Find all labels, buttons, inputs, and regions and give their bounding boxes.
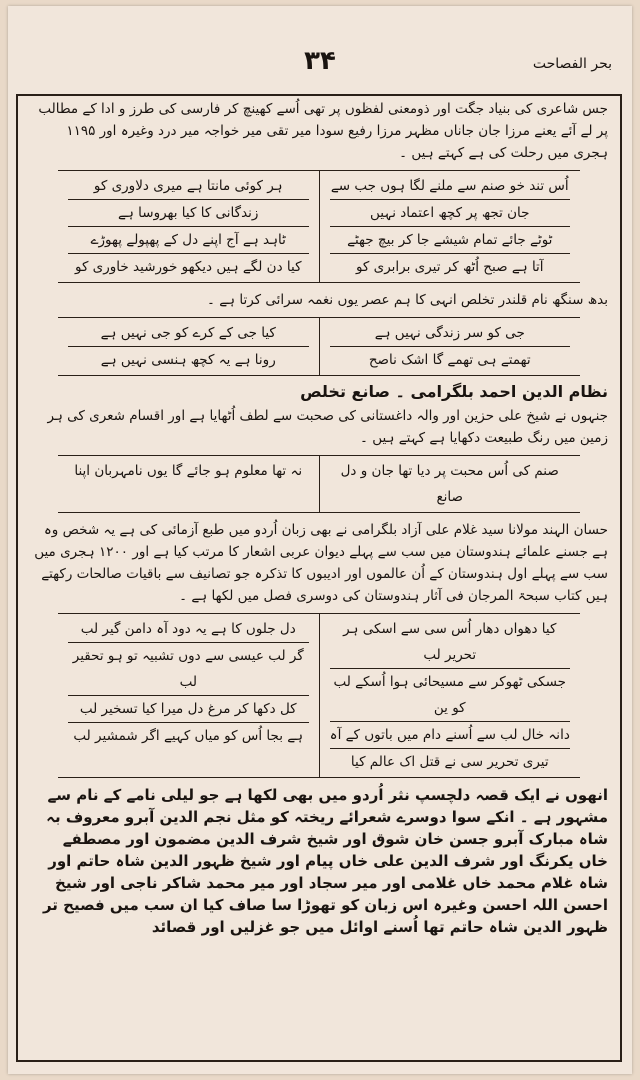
verse-line: جی کو سر زندگی نہیں ہے xyxy=(330,320,571,347)
verse-line: دانہ خال لب سے اُسنے دام میں باتوں کے آہ xyxy=(330,722,571,749)
verse-line: آتا ہے صبح اُٹھ کر تیری برابری کو xyxy=(355,259,544,275)
verse-line: تیری تحریر سی نے قتل اک عالم کیا xyxy=(350,754,549,770)
verse-line: کیا دھواں دھار اُس سی سے اسکی ہر تحریر لب xyxy=(330,616,571,669)
verse-column-left xyxy=(58,171,319,282)
paragraph: حسان الہند مولانا سید غلام علی آزاد بلگرامی نے بھی زبان اُردو میں طبع آزمائی کی ہے یہ شخص وہ ہے جسنے علمائے ہندوستان میں سب سے پہلے دیوان عربی اشعار کا مرتب کیا ہے اور ۱۲۰۰ ہجری میں سب سے پہلے اول ہندوستان کے اُن عالموں اور ادیبوں کا تذکرہ جو تصانیف سے باقیات صالحات رکھتے ہیں کتاب سبحۃ المرجان فی آثار ہندوستان کی دوسری فصل میں لکھا ہے ۔ xyxy=(34,522,608,604)
verse-line: کیا دن لگے ہیں دیکھو خورشید خاوری کو xyxy=(74,259,302,275)
verse-line: دل جلوں کا ہے یہ دود آہ دامن گیر لب xyxy=(68,616,309,643)
verse-table xyxy=(58,317,580,376)
page-header xyxy=(28,46,612,82)
verse-line: ٹوٹے جائے تمام شیشے جا کر بیچ جھٹے xyxy=(330,227,571,254)
verse-line: جان تجھ پر کچھ اعتماد نہیں xyxy=(330,200,571,227)
verse-line: کیا جی کے کرے کو جی نہیں ہے xyxy=(68,320,309,347)
verse-line: ہے بجا اُس کو میاں کہیے اگر شمشیر لب xyxy=(73,728,304,744)
verse-line: رونا ہے یہ کچھ ہنسی نہیں ہے xyxy=(100,352,276,368)
verse-line: کل دکھا کر مرغ دل میرا کیا تسخیر لب xyxy=(68,696,309,723)
verse-column-right xyxy=(319,614,581,777)
page-number: ۳۴ xyxy=(304,46,336,76)
paragraph: جنہوں نے شیخ علی حزین اور والہ داغستانی کی صحبت سے لطف اُٹھایا ہے اور اقسام شعری کی ہر زمین میں رنگ طبیعت دکھایا ہے کہتے ہیں ۔ xyxy=(47,408,608,446)
verse-table xyxy=(58,613,580,778)
verse-column-right xyxy=(319,171,581,282)
verse-line: ٹاہد ہے آج اپنے دل کے پھپولے پھوڑے xyxy=(68,227,309,254)
verse-table xyxy=(58,455,580,513)
verse-line: اُس تند خو صنم سے ملنے لگا ہوں جب سے xyxy=(330,173,571,200)
text-frame xyxy=(16,94,622,1062)
verse-table xyxy=(58,170,580,283)
paragraph: جس شاعری کی بنیاد جگت اور ذومعنی لفظوں پر تھی اُسے کھینچ کر فارسی کی طرز و ادا کے مطالب پر لے آئے یعنے مرزا جان جاناں مظہر مرزا رفیع سودا میر تقی میر خواجہ میر درد وغیرہ اور ۱۱۹۵ ہجری میں رحلت کی ہے کہتے ہیں ۔ xyxy=(38,101,608,161)
verse-column-left xyxy=(58,456,319,512)
book-page xyxy=(8,6,632,1074)
verse-line: تھمتے ہی تھمے گا اشک ناصح xyxy=(368,352,531,368)
poet-name: نظام الدین احمد بلگرامی ۔ صانع تخلص xyxy=(300,382,608,401)
verse-column-right xyxy=(319,456,581,512)
paragraph: انھوں نے ایک قصہ دلچسپ نثر اُردو میں بھی لکھا ہے جو لیلی نامے کے نام سے مشہور ہے ۔ انکے سوا دوسرے شعرائے ریختہ کو مثل نجم الدین آبرو معروف بہ شاہ مبارک آبرو جسن خان شوق اور شیخ شرف الدین مضمون اور مصطفے خاں یکرنگ اور شرف الدین علی خاں پیام اور شیخ ظہور الدین شاہ حاتم اور شاہ غلام محمد خاں غلامی اور میر سجاد اور میر محمد شاکر ناجی اور شیخ احسن اللہ احسن وغیرہ اس زبان کو تھوڑا سا صاف کیا ان سب میں فصیح تر ظہور الدین شاہ حاتم تھا اُسنے اوائل میں جو غزلیں اور قصائد xyxy=(42,786,608,936)
verse-line: گر لب عیسی سے دوں تشبیہ تو ہو تحقیر لب xyxy=(68,643,309,696)
verse-line: جسکی ٹھوکر سے مسیحائی ہوا اُسکے لب کو ین xyxy=(330,669,571,722)
verse-line: صنم کی اُس محبت پر دیا تھا جان و دل صانع xyxy=(340,463,559,505)
verse-column-right xyxy=(319,318,581,375)
verse-line: نہ تھا معلوم ہو جائے گا یوں نامہربان اپنا xyxy=(74,463,303,479)
paragraph: بدھ سنگھ نام قلندر تخلص انہی کا ہم عصر یوں نغمہ سرائی کرتا ہے ۔ xyxy=(207,292,608,308)
running-head: بحر الفصاحت xyxy=(532,56,612,72)
verse-column-left xyxy=(58,318,319,375)
verse-line: ہر کوئی مانتا ہے میری دلاوری کو xyxy=(68,173,309,200)
verse-column-left xyxy=(58,614,319,777)
verse-line: زندگانی کا کیا بھروسا ہے xyxy=(68,200,309,227)
